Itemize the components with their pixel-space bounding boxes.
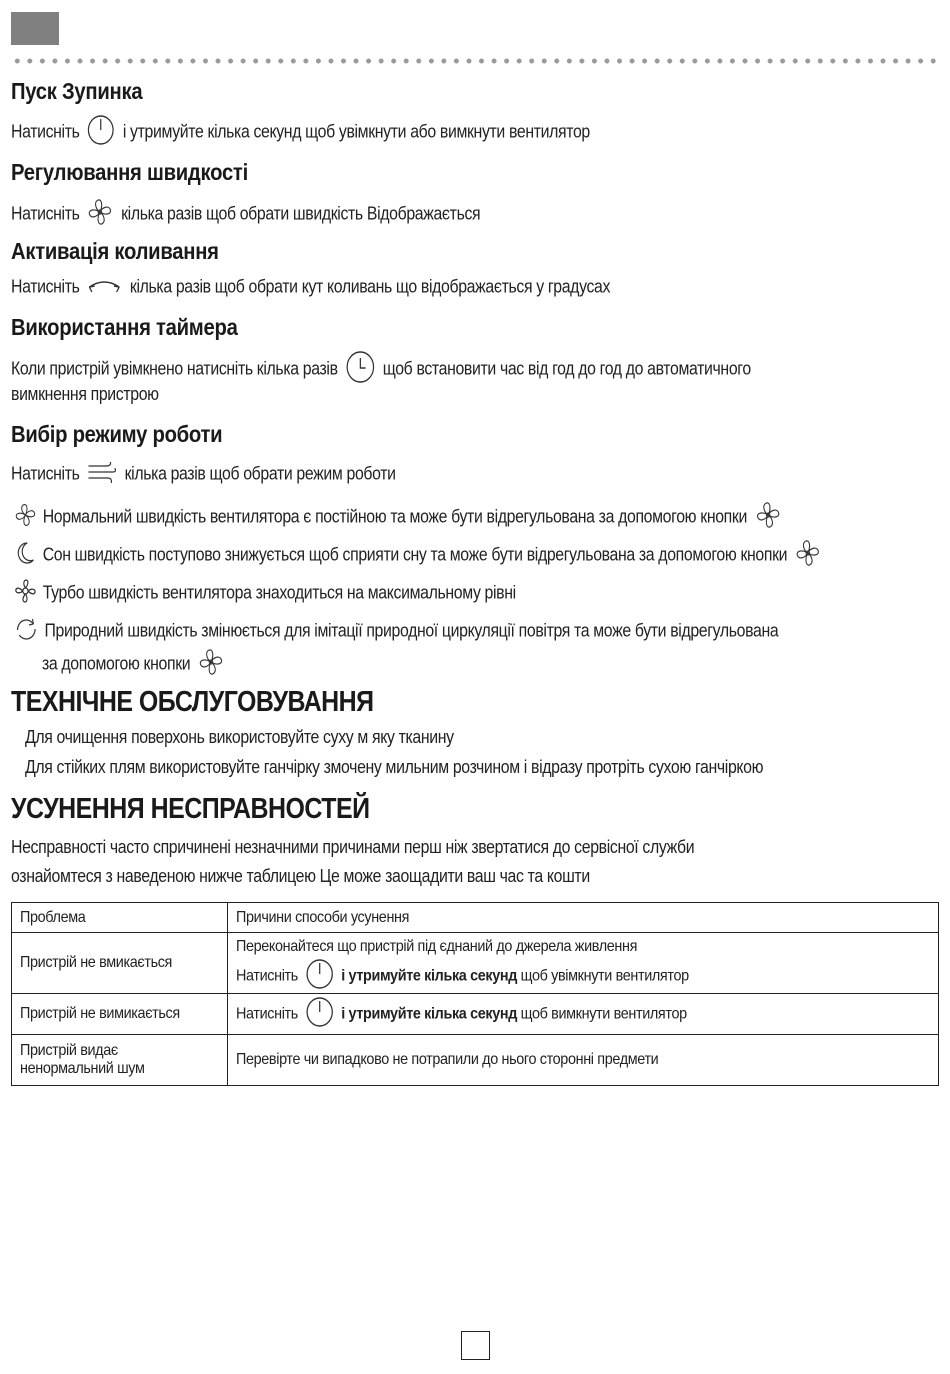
mode-item-natural-line2: за допомогою кнопки <box>42 647 253 682</box>
section-title-mode: Вибір режиму роботи <box>11 421 223 447</box>
solution-line: Натисніть і утримуйте кілька секунд щоб увімкнути вентилятор <box>236 961 930 993</box>
table-row <box>12 933 939 994</box>
header-block <box>11 12 59 45</box>
table-cell-solution <box>228 933 939 994</box>
table-cell-solution: Перевірте чи випадково не потрапили до нього сторонні предмети <box>228 1035 939 1086</box>
table-row <box>12 994 939 1035</box>
table-cell-problem: Пристрій не вмикається <box>12 933 228 994</box>
maintenance-line-2: Для стійких плям використовуйте ганчірку змочену мильним розчином і відразу протріть сухою ганчіркою <box>25 757 764 777</box>
speed-text: Натисніть кілька разів щоб обрати швидкість Відображається <box>11 197 544 232</box>
table-header-problem: Проблема <box>12 903 228 933</box>
section-title-speed: Регулювання швидкості <box>11 159 248 185</box>
oscillation-icon <box>87 275 122 300</box>
maintenance-line-1: Для очищення поверхонь використовуйте суху м яку тканину <box>25 727 454 747</box>
solution-line: Переконайтеся що пристрій під єднаний до джерела живлення <box>236 938 638 955</box>
section-title-start-stop: Пуск Зупинка <box>11 78 143 104</box>
section-title-oscillation: Активація коливання <box>11 238 219 264</box>
timer-text: Коли пристрій увімкнено натисніть кілька разів щоб встановити час від год до год до автоматичного <box>11 350 852 389</box>
maintenance-title: ТЕХНІЧНЕ ОБСЛУГОВУВАННЯ <box>11 686 374 718</box>
oscillation-text: Натисніть кілька разів щоб обрати кут коливань що відображається у градусах <box>11 275 692 300</box>
mode-item-sleep: Сон швидкість поступово знижується щоб сприяти сну та може бути відрегульована за допомогою кнопки <box>14 538 935 573</box>
table-header-solution: Причини способи усунення <box>228 903 939 933</box>
table-row <box>12 1035 939 1086</box>
timer-icon <box>345 350 375 389</box>
fan-icon <box>14 502 37 533</box>
fan-icon <box>755 500 781 535</box>
table-cell-problem: Пристрій видає ненормальний шум <box>12 1035 228 1086</box>
dotted-divider <box>11 58 941 64</box>
start-stop-text: Натисніть і утримуйте кілька секунд щоб увімкнути або вимкнути вентилятор <box>11 114 669 151</box>
power-icon <box>305 958 334 995</box>
table-cell-solution <box>228 994 939 1035</box>
mode-item-natural: Природний швидкість змінюється для імітації природної циркуляції повітря та може бути відрегульована <box>14 616 883 647</box>
page-number-box <box>461 1331 490 1360</box>
timer-text-line2: вимкнення пристрою <box>11 384 159 404</box>
section-title-timer: Використання таймера <box>11 314 238 340</box>
fan-icon <box>795 538 821 573</box>
turbo-icon <box>14 578 37 609</box>
troubleshooting-title: УСУНЕННЯ НЕСПРАВНОСТЕЙ <box>11 793 370 825</box>
solution-line: Натисніть і утримуйте кілька секунд щоб вимкнути вентилятор <box>236 996 930 1033</box>
troubleshooting-intro-1: Несправності часто спричинені незначними причинами перш ніж звертатися до сервісної служби <box>11 837 695 857</box>
moon-icon <box>14 540 37 571</box>
table-header-row <box>12 903 939 933</box>
fan-icon <box>87 197 113 232</box>
power-icon <box>87 114 115 151</box>
wind-icon <box>87 459 117 490</box>
mode-text: Натисніть кілька разів щоб обрати режим роботи <box>11 459 448 490</box>
natural-icon <box>14 616 39 647</box>
troubleshooting-intro-2: ознайомтеся з наведеною нижче таблицею Це може заощадити ваш час та кошти <box>11 866 590 886</box>
mode-item-normal: Нормальний швидкість вентилятора є постійною та може бути відрегульована за допомогою кнопки <box>14 500 890 535</box>
mode-item-turbo: Турбо швидкість вентилятора знаходиться на максимальному рівні <box>14 578 584 609</box>
troubleshooting-table <box>11 902 939 1086</box>
fan-icon <box>198 647 224 682</box>
table-cell-problem: Пристрій не вимикається <box>12 994 228 1035</box>
power-icon <box>305 996 334 1033</box>
